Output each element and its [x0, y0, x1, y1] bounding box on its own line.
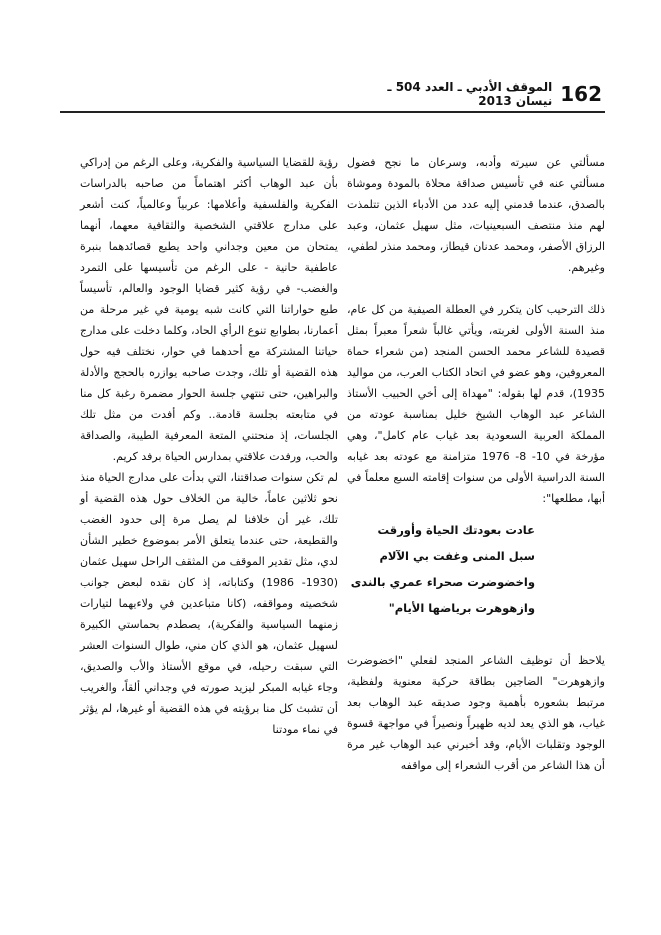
right-column [347, 152, 605, 776]
page-header [372, 82, 602, 106]
verse-line: عادت بعودتك الحياة وأورقت [377, 523, 535, 537]
paragraph: لم تكن سنوات صداقتنا، التي بدأت على مدارج الحياة منذ نحو ثلاثين عاماً، خالية من الخلاف حول هذه القضية أو تلك، غير أن خلافنا لم يصل مرة إلى حدود الغضب والقطيعة، حتى عندما يتعلق الأمر بموضوع خطير الشأن لدي، مثل تقدير الموقف من المثقف الراحل سهيل عثمان (1930- 1986) وكتاباته، إذ كان نقده لبعض جوانب شخصيته ومواقفه، (كانا متباعدين في ولاءيهما لتيارات زمنهما السياسية والفكرية)، يصطدم بحماستي الكبيرة لسهيل عثمان، هو الذي كان مني، طوال السنوات العشر التي سبقت رحيله، في موقع الأستاذ والأب والصديق، وجاء غيابه المبكر ليزيد صورته في وجداني ألقاً، والغريب أن تشبث كل منا برؤيته في هذه القضية أو غيرها، لم يؤثر في نماء مودتنا [80, 471, 338, 736]
issue-info: الموقف الأدبي ـ العدد 504 ـ نيسان 2013 [387, 80, 553, 108]
verse-line: سبل المنى وغفت بي الآلام [379, 549, 535, 563]
paragraph: ذلك الترحيب كان يتكرر في العطلة الصيفية من كل عام، منذ السنة الأولى لغربته، ويأتي غالباً شعراً معبراً بمثل قصيدة للشاعر محمد الحسن المنجد (من شعراء حماة المعروفين، وهو عضو في اتحاد الكتاب العرب، من مواليد 1935)، قدم لها بقوله: "مهداة إلى أخي الحبيب الأستاذ الشاعر عبد الوهاب الشيخ خليل بمناسبة عودته من المملكة العربية السعودية بعد غياب عام كامل"، وهي مؤرخة في 10- 8- 1976 متزامنة مع عودته بعد غيابه السنة الدراسية الأولى من سنوات إقامته السبع معلماً في أبها، مطلعها": [347, 303, 606, 505]
paragraph: يلاحظ أن توظيف الشاعر المنجد لفعلي "اخضوضرت وازهوهرت" الضاجين بطاقة حركية معنوية ولفظية، مرتبط بشعوره بأهمية وجود صديقه عبد الوهاب بعد غياب، هو الذي يعد لديه ظهيراً ونصيراً في مواجهة قسوة الوجود وتقلبات الأيام، وقد أخبرني عبد الوهاب غير مرة أن هذا الشاعر من أقرب الشعراء إلى مواقفه [347, 654, 605, 772]
left-column [80, 152, 338, 740]
page-number: 162 [560, 82, 602, 106]
poem-verses [347, 517, 605, 621]
header-divider [60, 111, 605, 113]
verse-line: واخضوضرت صحراء عمري بالندى [350, 575, 535, 589]
paragraph: مسألتي عن سيرته وأدبه، وسرعان ما نجح فضول مسألتي عنه في تأسيس صداقة محلاة بالمودة وموشاة بالصدق، عندما قدمني إليه عدد من الأدباء الذين تتلمذت لهم منذ منتصف السبعينيات، مثل سهيل عثمان، وعبد الرزاق الأصفر، ومحمد عدنان قيطاز، ومحمد منذر لطفي، وغيرهم. [347, 156, 605, 274]
verse-line: وازهوهرت برياضها الأيام" [388, 601, 535, 615]
paragraph: رؤية للقضايا السياسية والفكرية، وعلى الرغم من إدراكي بأن عبد الوهاب أكثر اهتماماً من صاحبه بالدراسات الفكرية والفلسفية وأعلامها: عربياً وعالمياً، كنت أشعر على مدارج علاقتي الشخصية والثقافية معهما، أنهما يمتحان من معين وجداني واحد يطبع قصائدهما بنبرة عاطفية حانية - على الرغم من تأسيسها على التمرد والغضب- في رؤية كثير قضايا الوجود والعالم، تأسيساً طبع حواراتنا التي كانت شبه يومية في غير مرحلة من أعمارنا، بطوابع تنوع الرأي الحاد، وكلما دخلت على مدارج حياتنا المشتركة مع أحدهما في حوار، نختلف فيه حول هذه القضية أو تلك، وجدت صاحبه يوازره بالحجج والأدلة والبراهين، حتى تنتهي جلسة الحوار مضمرة رغبة كل منا في متابعته بجلسة قادمة.. وكم أفدت من مثل تلك الجلسات، إذ منحتني المتعة المعرفية الطيبة، والصداقة والحب، ورفدت علاقتي بمدارس الحياة برفد كريم. [80, 156, 338, 463]
